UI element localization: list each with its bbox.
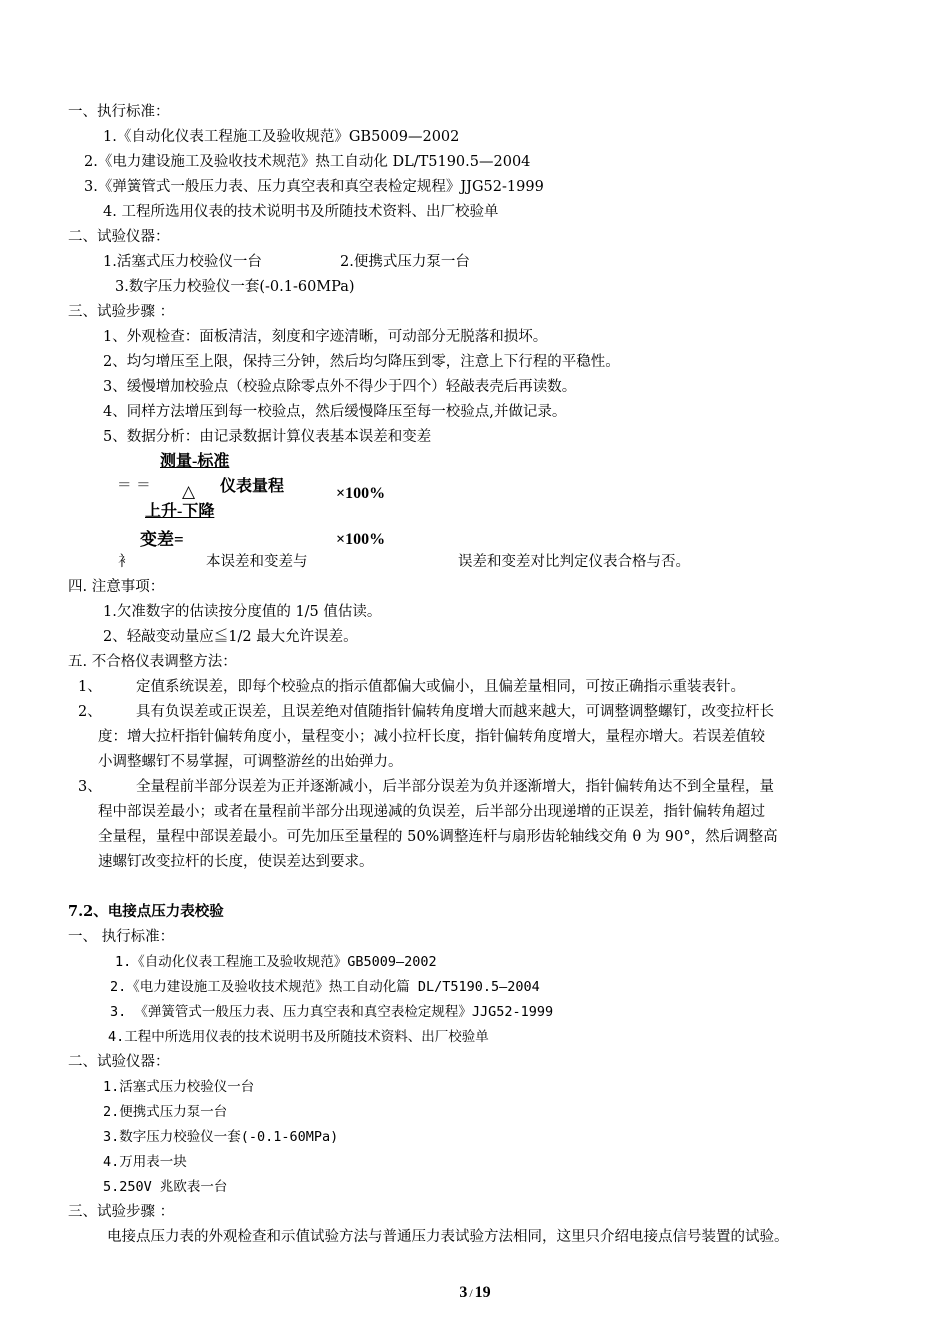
adjust-item-2-line-2: 度：增大拉杆指针偏转角度小，量程变小；减小拉杆长度，指针偏转角度增大，量程亦增大。若误差值较	[98, 729, 765, 745]
page-separator: /	[469, 1286, 473, 1300]
formula-note-middle: 本误差和变差与	[206, 554, 308, 570]
standard-2-item-4: 4.工程中所选用仪表的技术说明书及所随技术资料、出厂校验单	[108, 1029, 489, 1045]
formula-numerator: 测量-标准	[160, 453, 230, 470]
heading-instruments: 二、试验仪器：	[68, 229, 170, 245]
section-title: 7.2、电接点压力表校验	[68, 903, 224, 920]
formula-denominator: 仪表量程	[220, 478, 285, 495]
heading-standards: 一、执行标准：	[68, 104, 170, 120]
adjust-item-3-line-1: 全量程前半部分误差为正并逐渐减小，后半部分误差为负并逐渐增大，指针偏转角达不到全量程，量	[136, 779, 774, 795]
note-item-1: 1.欠准数字的估读按分度值的 1/5 值估读。	[103, 604, 382, 620]
standard-item-3: 3.《弹簧管式一般压力表、压力真空表和真空表检定规程》JJG52-1999	[84, 179, 544, 195]
step-2: 2、均匀增压至上限，保持三分钟，然后均匀降压到零，注意上下行程的平稳性。	[103, 354, 620, 370]
formula-note-end-text: 误差和变差对比判定仪表合格与否。	[458, 554, 690, 570]
step-4: 4、同样方法增压到每一校验点，然后缓慢降压至每一校验点,并做记录。	[103, 404, 567, 420]
adjust-item-2-line-1: 具有负误差或正误差，且误差绝对值随指针偏转角度增大而越来越大，可调整调整螺钉，改变拉杆长	[136, 704, 774, 720]
adjust-item-1: 定值系统误差，即每个校验点的指示值都偏大或偏小，且偏差量相同，可按正确指示重装表针。	[136, 679, 745, 695]
instrument-item-3: 3.数字压力校验仪一套(-0.1-60MPa)	[115, 279, 355, 295]
heading-instruments-2: 二、试验仪器：	[68, 1054, 170, 1070]
formula-variance: 变差=	[140, 530, 184, 549]
adjust-number-2: 2、	[78, 704, 102, 720]
instrument-item-2: 2.便携式压力泵一台	[340, 254, 470, 270]
standard-item-2: 2.《电力建设施工及验收技术规范》热工自动化 DL/T5190.5—2004	[84, 154, 531, 170]
total-pages: 19	[474, 1284, 491, 1301]
step-3: 3、缓慢增加校验点（校验点除零点外不得少于四个）轻敲表壳后再读数。	[103, 379, 577, 395]
standard-2-item-1: 1.《自动化仪表工程施工及验收规范》GB5009—2002	[115, 954, 437, 970]
adjust-item-3-line-3: 全量程，量程中部误差最小。可先加压至量程的 50%调整连杆与扇形齿轮轴线交角 θ 为 90°，然后调整高	[98, 829, 778, 845]
standard-2-item-3: 3. 《弹簧管式一般压力表、压力真空表和真空表检定规程》JJG52-1999	[110, 1004, 554, 1020]
formula-note-fragment: 衤	[118, 554, 133, 570]
step-1: 1、外观检查：面板清洁，刻度和字迹清晰，可动部分无脱落和损坏。	[103, 329, 548, 345]
adjust-number-3: 3、	[78, 779, 102, 795]
instrument-2-item-2: 2.便携式压力泵一台	[103, 1104, 228, 1120]
adjust-item-3-line-2: 程中部误差最小；或者在量程前半部分出现递减的负误差，后半部分出现递增的正误差，指针偏转角超过	[98, 804, 765, 820]
adjust-number-1: 1、	[78, 679, 102, 695]
adjust-item-2-line-3: 小调整螺钉不易掌握，可调整游丝的出始弹力。	[98, 754, 403, 770]
heading-procedure-2: 三、试验步骤 ：	[68, 1204, 175, 1220]
instrument-2-item-1: 1.活塞式压力校验仪一台	[103, 1079, 255, 1095]
heading-adjustment: 五. 不合格仪表调整方法：	[68, 654, 237, 670]
formula-equals: ＝ ＝	[117, 478, 151, 494]
procedure-paragraph: 电接点压力表的外观检查和示值试验方法与普通压力表试验方法相同，这里只介绍电接点信号装置的试验。	[107, 1229, 789, 1245]
note-item-2: 2、轻敲变动量应≦1/2 最大允许误差。	[103, 629, 358, 645]
instrument-2-item-3: 3.数字压力校验仪一套(-0.1-60MPa)	[103, 1129, 339, 1145]
heading-procedure: 三、试验步骤 ：	[68, 304, 175, 320]
adjust-item-3-line-4: 速螺钉改变拉杆的长度，使误差达到要求。	[98, 854, 374, 870]
instrument-item-1: 1.活塞式压力校验仪一台	[103, 254, 262, 270]
formula-note-end	[452, 552, 690, 572]
instrument-2-item-5: 5.250V 兆欧表一台	[103, 1179, 228, 1195]
heading-notes: 四. 注意事项：	[68, 579, 165, 595]
formula-percent-2: ×100%	[336, 531, 386, 548]
formula-numerator-2: 上升-下降	[145, 503, 215, 520]
delta-symbol: △	[182, 482, 196, 502]
current-page: 3	[459, 1284, 468, 1301]
step-5: 5、数据分析：由记录数据计算仪表基本误差和变差	[103, 429, 432, 445]
standard-2-item-2: 2.《电力建设施工及验收技术规范》热工自动化篇 DL/T5190.5—2004	[110, 979, 540, 995]
standard-item-1: 1.《自动化仪表工程施工及验收规范》GB5009—2002	[103, 129, 460, 145]
instrument-2-item-4: 4.万用表一块	[103, 1154, 187, 1170]
formula-percent-1: ×100%	[336, 485, 386, 502]
standard-item-4: 4. 工程所选用仪表的技术说明书及所随技术资料、出厂校验单	[103, 204, 499, 220]
page-number	[0, 1284, 950, 1302]
heading-standards-2: 一、 执行标准：	[68, 929, 175, 945]
